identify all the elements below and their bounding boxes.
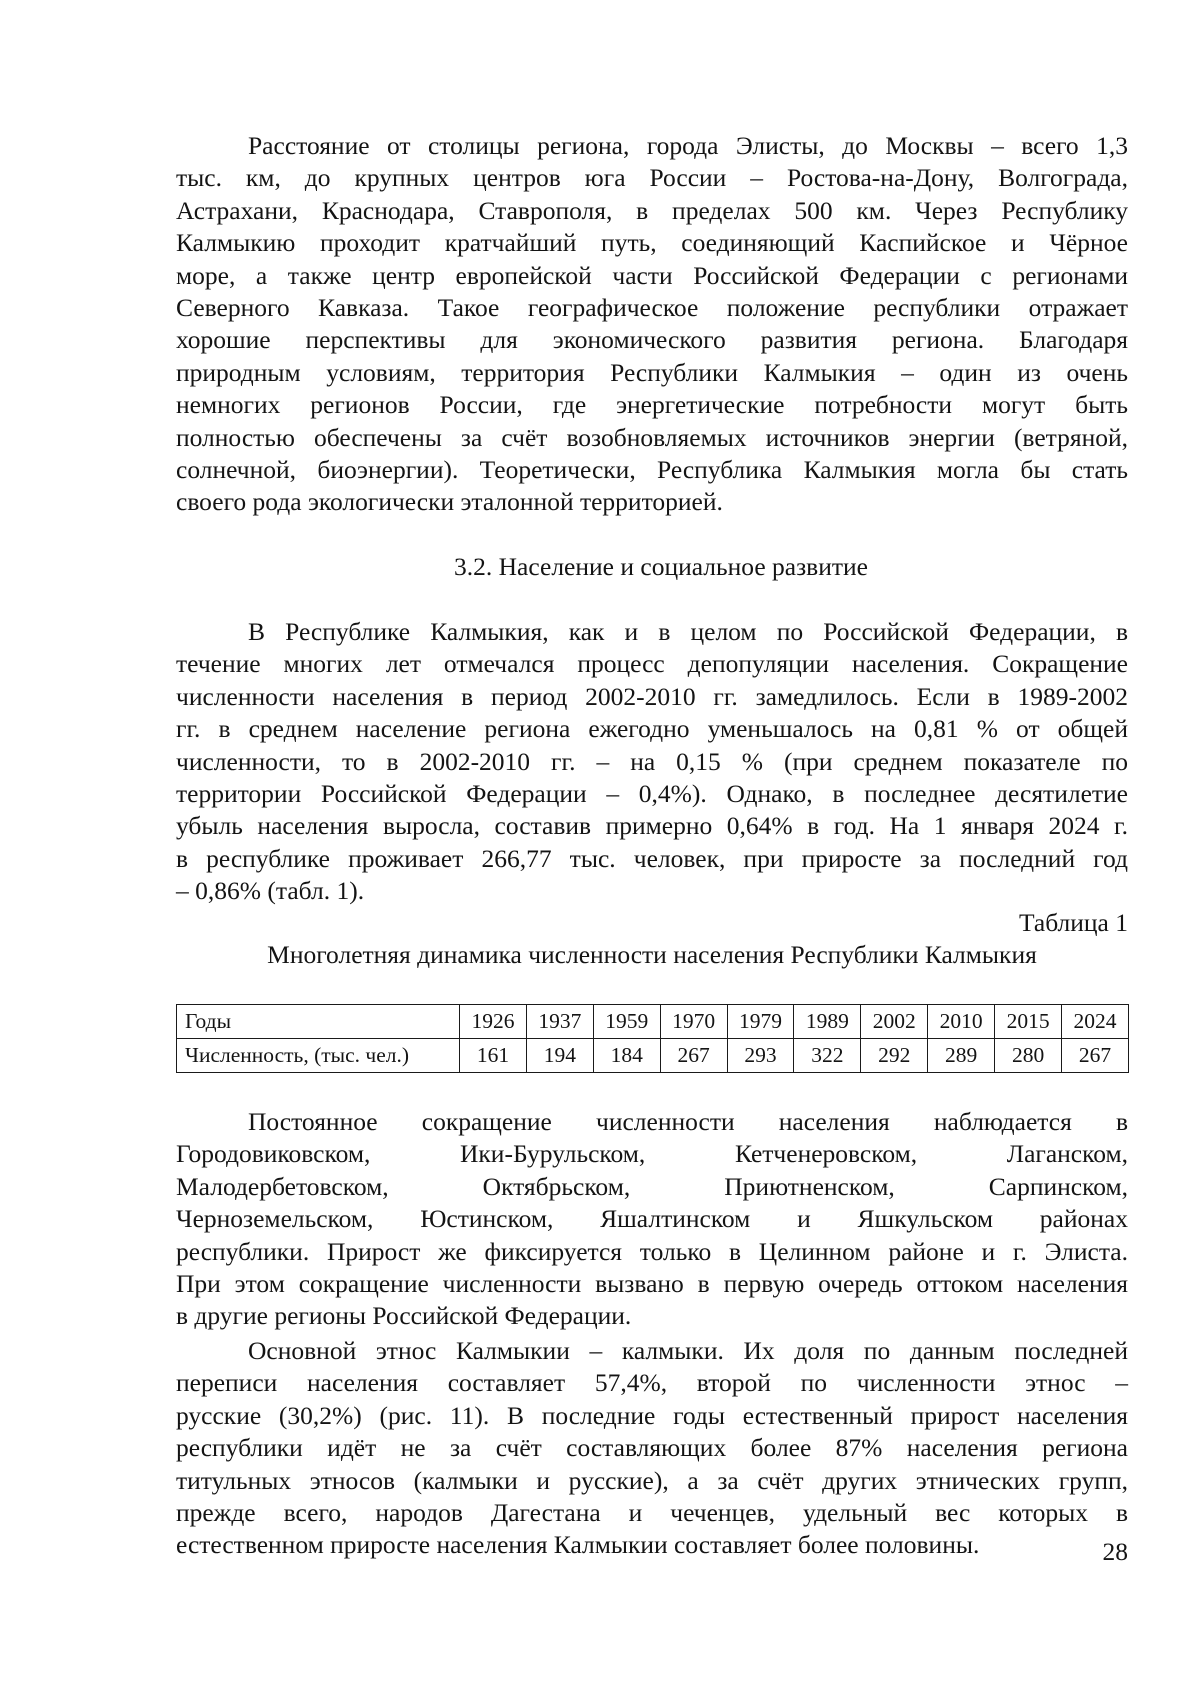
table-cell: 184 [593, 1039, 660, 1073]
table-cell: 322 [794, 1039, 861, 1073]
text-line: тыс. км, до крупных центров юга России – Ростова-на-Дону, Волгограда, [176, 163, 1128, 193]
text-line: Основной этнос Калмыкии – калмыки. Их доля по данным последней [248, 1336, 1128, 1365]
paragraph-geography [176, 130, 1128, 519]
table-cell: 267 [1062, 1039, 1129, 1073]
text-line: прежде всего, народов Дагестана и чеченцев, удельный вес которых в [176, 1497, 1128, 1527]
text-line: гг. в среднем население региона ежегодно уменьшалось на 0,81 % от общей [176, 714, 1128, 744]
text-line: В Республике Калмыкия, как и в целом по Российской Федерации, в [248, 617, 1128, 646]
table-cell: 2015 [995, 1005, 1062, 1039]
table-cell: 1926 [460, 1005, 527, 1039]
text-line: Малодербетовском, Октябрьском, Приютненском, Сарпинском, [176, 1171, 1128, 1201]
text-line: течение многих лет отмечался процесс депопуляции населения. Сокращение [176, 649, 1128, 679]
paragraph-ethnic [176, 1335, 1128, 1562]
table-cell: 1979 [727, 1005, 794, 1039]
text-line: республики. Прирост же фиксируется только в Целинном районе и г. Элиста. [176, 1236, 1128, 1266]
table-cell: 2002 [861, 1005, 928, 1039]
table-row-years [177, 1005, 1129, 1039]
table-label: Таблица 1 [1018, 908, 1128, 937]
table-row-population [177, 1039, 1129, 1073]
text-line: полностью обеспечены за счёт возобновляемых источников энергии (ветряной, [176, 422, 1128, 452]
text-line: республики идёт не за счёт составляющих более 87% населения региона [176, 1433, 1128, 1463]
table-caption: Многолетняя динамика численности населения Республики Калмыкия [267, 940, 1037, 969]
text-line: Расстояние от столицы региона, города Элисты, до Москвы – всего 1,3 [248, 131, 1128, 160]
text-line: хорошие перспективы для экономического развития региона. Благодаря [176, 325, 1128, 355]
table-cell: 280 [995, 1039, 1062, 1073]
text-line: убыль населения выросла, составив примерно 0,64% в год. На 1 января 2024 г. [176, 811, 1128, 841]
text-line: территории Российской Федерации – 0,4%). Однако, в последнее десятилетие [176, 778, 1128, 808]
text-line: При этом сокращение численности вызвано в первую очередь оттоком населения [176, 1268, 1128, 1298]
text-line: численности населения в период 2002-2010 гг. замедлилось. Если в 1989-2002 [176, 681, 1128, 711]
table-cell: Численность, (тыс. чел.) [177, 1039, 460, 1073]
text-line: Северного Кавказа. Такое географическое положение республики отражает [176, 292, 1128, 322]
text-line: титульных этносов (калмыки и русские), а за счёт других этнических групп, [176, 1465, 1128, 1495]
text-line: Черноземельском, Юстинском, Яшалтинском и Яшкульском районах [176, 1204, 1128, 1234]
table-cell: 161 [460, 1039, 527, 1073]
table-cell: 1989 [794, 1005, 861, 1039]
text-line: море, а также центр европейской части Российской Федерации с регионами [176, 260, 1128, 290]
text-line: численности, то в 2002-2010 гг. – на 0,15 % (при среднем показателе по [176, 746, 1128, 776]
text-line: природным условиям, территория Республики Калмыкия – один из очень [176, 357, 1128, 387]
text-line: немногих регионов России, где энергетические потребности могут быть [176, 390, 1128, 420]
section-heading: 3.2. Население и социальное развитие [454, 552, 868, 581]
text-line: в другие регионы Российской Федерации. [176, 1301, 632, 1331]
text-line: Астрахани, Краснодара, Ставрополя, в пределах 500 км. Через Республику [176, 195, 1128, 225]
paragraph-depopulation [176, 616, 1128, 908]
text-line: Городовиковском, Ики-Бурульском, Кетченеровском, Лаганском, [176, 1139, 1128, 1169]
text-line: Калмыкию проходит кратчайший путь, соединяющий Каспийское и Чёрное [176, 228, 1128, 258]
text-line: переписи населения составляет 57,4%, второй по численности этнос – [176, 1368, 1128, 1398]
page-number: 28 [1102, 1537, 1128, 1566]
table-cell: 1959 [593, 1005, 660, 1039]
table-cell: 289 [928, 1039, 995, 1073]
table-cell: 2024 [1062, 1005, 1129, 1039]
table-cell: 1937 [526, 1005, 593, 1039]
text-line: естественном приросте населения Калмыкии составляет более половины. [176, 1530, 980, 1560]
table-cell: 194 [526, 1039, 593, 1073]
population-table [176, 1004, 1129, 1073]
text-line: в республике проживает 266,77 тыс. человек, при приросте за последний год [176, 843, 1128, 873]
text-line: солнечной, биоэнергии). Теоретически, Республика Калмыкия могла бы стать [176, 454, 1128, 484]
text-line: русские (30,2%) (рис. 11). В последние годы естественный прирост населения [176, 1400, 1128, 1430]
text-line: своего рода экологически эталонной территорией. [176, 487, 723, 517]
table-cell: 267 [660, 1039, 727, 1073]
text-line: – 0,86% (табл. 1). [176, 876, 365, 906]
text-line: Постоянное сокращение численности населения наблюдается в [248, 1107, 1128, 1136]
paragraph-districts [176, 1106, 1128, 1333]
table-cell: Годы [177, 1005, 460, 1039]
table-cell: 292 [861, 1039, 928, 1073]
table-cell: 2010 [928, 1005, 995, 1039]
table-cell: 1970 [660, 1005, 727, 1039]
table-cell: 293 [727, 1039, 794, 1073]
